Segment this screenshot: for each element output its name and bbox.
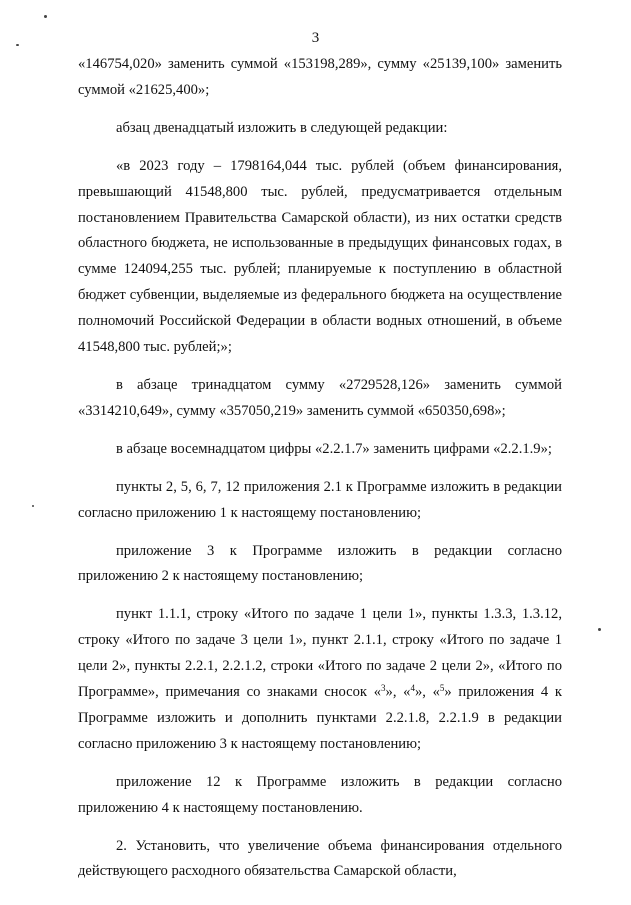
- paragraph: 2. Установить, что увеличение объема финансирования отдельного действующего расходного обязательства Самарской области,: [78, 837, 562, 880]
- scan-speck: [598, 628, 601, 631]
- text-run: » приложения 4 к Программе изложить и дополнить пунктами 2.2.1.8, 2.2.1.9 в редакции согласно приложению 3 к настоящему постановлению;: [78, 684, 562, 752]
- paragraph: абзац двенадцатый изложить в следующей редакции:: [116, 119, 448, 136]
- paragraph: «в 2023 году – 1798164,044 тыс. рублей (объем финансирования, превышающий 41548,800 тыс. рублей, предусматривается отдельным постановлением Правительства Самарской области), из них остатки средств областного бюджета, не использованные в предыдущих финансовых годах, в сумме 124094,255 тыс. рублей; планируемые к поступлению в областной бюджет субвенции, выделяемые из федерального бюджета на осуществление полномочий Российской Федерации в области водных отношений, в объеме 41548,800 тыс. рублей;»;: [78, 157, 562, 356]
- text-run: », «: [414, 684, 440, 701]
- footnote-mark: 5: [439, 683, 445, 694]
- scan-speck: [44, 15, 47, 18]
- paragraph: приложение 12 к Программе изложить в редакции согласно приложению 4 к настоящему постановлению.: [78, 773, 562, 816]
- document-body: [78, 52, 562, 897]
- text-run: », «: [385, 684, 411, 701]
- scan-speck: [32, 505, 34, 507]
- paragraph: в абзаце восемнадцатом цифры «2.2.1.7» заменить цифрами «2.2.1.9»;: [116, 440, 552, 457]
- page-number: 3: [311, 30, 320, 46]
- footnote-mark: 3: [381, 683, 386, 694]
- paragraph-footnotes: [78, 602, 562, 757]
- paragraph: в абзаце тринадцатом сумму «2729528,126» заменить суммой «3314210,649», сумму «357050,219» заменить суммой «650350,698»;: [78, 376, 562, 419]
- text-run: пункт 1.1.1, строку «Итого по задаче 1 цели 1», пункты 1.3.3, 1.3.12, строку «Итого по задаче 3 цели 1», пункт 2.1.1, строку «Итого по задаче 1 цели 2», пункты 2.2.1, 2.2.1.2, строки «Итого по задаче 2 цели 2», «Итого по Программе», примечания со знаками сносок «: [78, 606, 562, 701]
- paragraph: «146754,020» заменить суммой «153198,289», сумму «25139,100» заменить суммой «21625,400»;: [78, 56, 562, 98]
- footnote-mark: 4: [410, 683, 415, 694]
- scan-speck: [16, 44, 19, 46]
- paragraph: приложение 3 к Программе изложить в редакции согласно приложению 2 к настоящему постановлению;: [78, 542, 562, 585]
- paragraph: пункты 2, 5, 6, 7, 12 приложения 2.1 к Программе изложить в редакции согласно приложению 1 к настоящему постановлению;: [78, 478, 562, 521]
